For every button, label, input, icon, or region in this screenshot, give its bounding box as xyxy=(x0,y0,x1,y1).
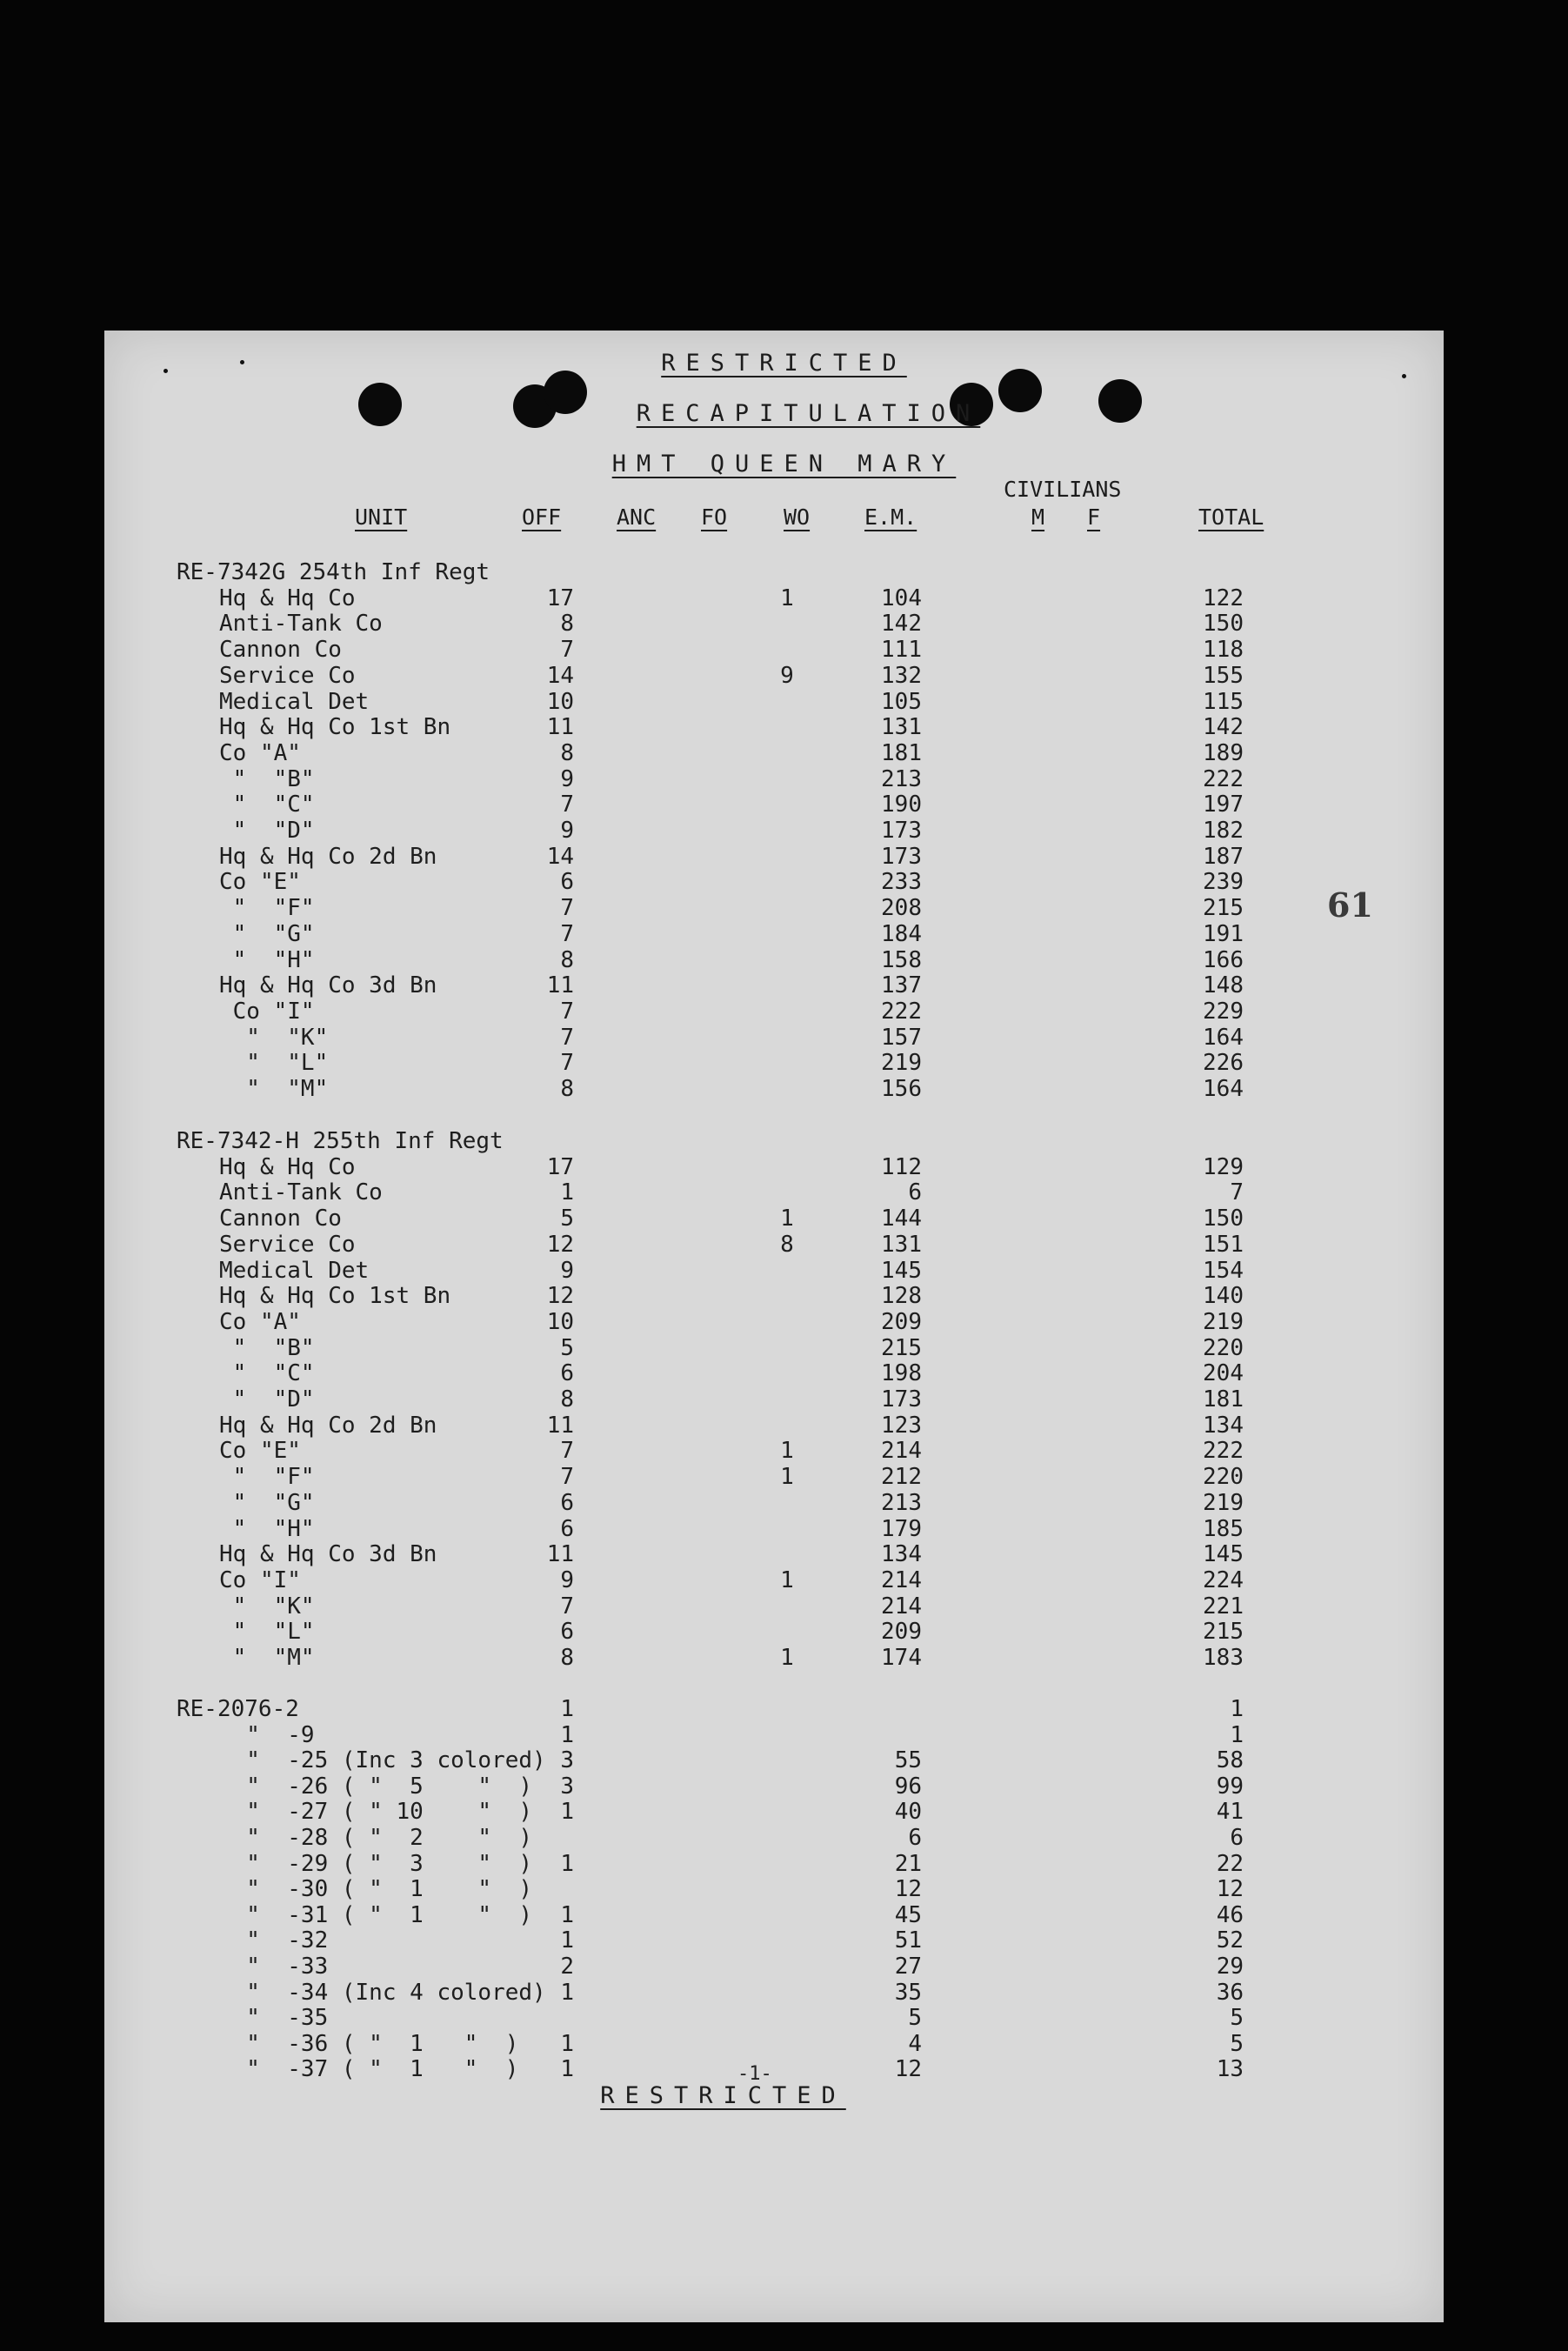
total-cell: 41 xyxy=(1216,1799,1244,1825)
total-cell: 155 xyxy=(1203,663,1244,689)
table-row xyxy=(0,611,1568,637)
total-cell: 150 xyxy=(1203,1206,1244,1232)
unit-cell: Anti-Tank Co xyxy=(219,1179,383,1206)
em-cell: 212 xyxy=(881,1464,922,1490)
em-cell: 181 xyxy=(881,740,922,766)
unit-cell: " "B" xyxy=(219,766,315,792)
wo-cell: 1 xyxy=(780,1464,794,1490)
unit-cell: Anti-Tank Co xyxy=(219,611,383,637)
em-cell: 157 xyxy=(881,1025,922,1051)
table-row xyxy=(0,689,1568,715)
total-cell: 1 xyxy=(1230,1722,1244,1748)
unit-cell: Hq & Hq Co 1st Bn xyxy=(219,714,451,740)
unit-cell: Cannon Co xyxy=(219,1206,342,1232)
total-cell: 142 xyxy=(1203,714,1244,740)
table-row xyxy=(0,947,1568,973)
em-cell: 219 xyxy=(881,1050,922,1076)
table-row xyxy=(0,1438,1568,1464)
off-cell: 6 xyxy=(560,1360,574,1386)
unit-cell: " -31 ( " 1 " ) xyxy=(219,1902,533,1928)
table-row xyxy=(0,791,1568,818)
unit-cell: Co "E" xyxy=(219,869,301,895)
total-cell: 148 xyxy=(1203,972,1244,999)
off-cell: 17 xyxy=(546,585,574,611)
col-civ-m: M xyxy=(1031,504,1045,530)
table-row xyxy=(0,1696,1568,1722)
unit-cell: Co "I" xyxy=(219,999,315,1025)
table-row xyxy=(0,1619,1568,1645)
off-cell: 6 xyxy=(560,1619,574,1645)
table-row xyxy=(0,766,1568,792)
unit-cell: " -33 xyxy=(219,1954,329,1980)
em-cell: 198 xyxy=(881,1360,922,1386)
em-cell: 112 xyxy=(881,1154,922,1180)
table-row xyxy=(0,1283,1568,1309)
total-cell: 215 xyxy=(1203,1619,1244,1645)
em-cell: 132 xyxy=(881,663,922,689)
unit-cell: Cannon Co xyxy=(219,637,342,663)
unit-cell: Medical Det xyxy=(219,1258,370,1284)
unit-cell: RE-7342-H 255th Inf Regt xyxy=(177,1128,504,1154)
unit-cell: Hq & Hq Co 3d Bn xyxy=(219,1541,437,1567)
em-cell: 233 xyxy=(881,869,922,895)
table-row xyxy=(0,972,1568,999)
em-cell: 142 xyxy=(881,611,922,637)
table-row xyxy=(0,1128,1568,1154)
total-cell: 219 xyxy=(1203,1309,1244,1335)
off-cell: 14 xyxy=(546,663,574,689)
off-cell: 7 xyxy=(560,637,574,663)
em-cell: 215 xyxy=(881,1335,922,1361)
em-cell: 131 xyxy=(881,1232,922,1258)
em-cell: 213 xyxy=(881,766,922,792)
total-cell: 181 xyxy=(1203,1386,1244,1413)
total-cell: 12 xyxy=(1216,1876,1244,1902)
total-cell: 185 xyxy=(1203,1516,1244,1542)
unit-cell: " "L" xyxy=(219,1619,315,1645)
total-cell: 134 xyxy=(1203,1413,1244,1439)
total-cell: 183 xyxy=(1203,1645,1244,1671)
table-row xyxy=(0,1490,1568,1516)
unit-cell: " "C" xyxy=(219,791,315,818)
table-row xyxy=(0,1413,1568,1439)
unit-cell: Co "E" xyxy=(219,1438,301,1464)
em-cell: 214 xyxy=(881,1438,922,1464)
table-row xyxy=(0,663,1568,689)
table-row xyxy=(0,1386,1568,1413)
total-cell: 204 xyxy=(1203,1360,1244,1386)
off-cell: 1 xyxy=(560,1179,574,1206)
off-cell: 9 xyxy=(560,1258,574,1284)
off-cell: 12 xyxy=(546,1283,574,1309)
off-cell: 5 xyxy=(560,1335,574,1361)
col-anc: ANC xyxy=(617,504,657,530)
unit-cell: " -29 ( " 3 " ) xyxy=(219,1851,533,1877)
unit-cell: " "L" xyxy=(219,1050,329,1076)
total-cell: 115 xyxy=(1203,689,1244,715)
total-cell: 118 xyxy=(1203,637,1244,663)
table-row xyxy=(0,1722,1568,1748)
table-row xyxy=(0,1851,1568,1877)
off-cell: 1 xyxy=(560,1902,574,1928)
total-cell: 229 xyxy=(1203,999,1244,1025)
unit-cell: " "G" xyxy=(219,1490,315,1516)
off-cell: 1 xyxy=(560,1799,574,1825)
total-cell: 222 xyxy=(1203,1438,1244,1464)
col-off: OFF xyxy=(522,504,562,530)
total-cell: 58 xyxy=(1216,1747,1244,1773)
total-cell: 5 xyxy=(1230,2005,1244,2031)
em-cell: 51 xyxy=(894,1927,922,1954)
table-row xyxy=(0,1076,1568,1102)
em-cell: 111 xyxy=(881,637,922,663)
off-cell: 7 xyxy=(560,1025,574,1051)
table-row xyxy=(0,714,1568,740)
classification-footer: RESTRICTED xyxy=(600,2082,846,2109)
unit-cell: Hq & Hq Co 1st Bn xyxy=(219,1283,451,1309)
table-row xyxy=(0,1025,1568,1051)
em-cell: 137 xyxy=(881,972,922,999)
table-row xyxy=(0,2031,1568,2057)
off-cell: 3 xyxy=(560,1747,574,1773)
off-cell: 7 xyxy=(560,921,574,947)
em-cell: 6 xyxy=(908,1825,922,1851)
em-cell: 184 xyxy=(881,921,922,947)
total-cell: 164 xyxy=(1203,1076,1244,1102)
unit-cell: Hq & Hq Co xyxy=(219,1154,356,1180)
off-cell: 1 xyxy=(560,1696,574,1722)
em-cell: 35 xyxy=(894,1980,922,2006)
off-cell: 10 xyxy=(546,689,574,715)
off-cell: 7 xyxy=(560,1050,574,1076)
unit-cell: " -35 xyxy=(219,2005,329,2031)
unit-cell: Hq & Hq Co 2d Bn xyxy=(219,844,437,870)
table-row xyxy=(0,921,1568,947)
total-cell: 220 xyxy=(1203,1335,1244,1361)
table-row xyxy=(0,1645,1568,1671)
total-cell: 5 xyxy=(1230,2031,1244,2057)
off-cell: 11 xyxy=(546,1413,574,1439)
total-cell: 154 xyxy=(1203,1258,1244,1284)
em-cell: 190 xyxy=(881,791,922,818)
unit-cell: Service Co xyxy=(219,1232,356,1258)
em-cell: 145 xyxy=(881,1258,922,1284)
em-cell: 27 xyxy=(894,1954,922,1980)
unit-cell: " -36 ( " 1 " ) xyxy=(219,2031,519,2057)
total-cell: 140 xyxy=(1203,1283,1244,1309)
off-cell: 10 xyxy=(546,1309,574,1335)
col-em: E.M. xyxy=(864,504,917,530)
total-cell: 52 xyxy=(1216,1927,1244,1954)
em-cell: 131 xyxy=(881,714,922,740)
off-cell: 1 xyxy=(560,1927,574,1954)
off-cell: 8 xyxy=(560,611,574,637)
total-cell: 151 xyxy=(1203,1232,1244,1258)
page-marker: -1- xyxy=(737,2063,772,2085)
table-row xyxy=(0,1747,1568,1773)
col-unit: UNIT xyxy=(355,504,408,530)
off-cell: 8 xyxy=(560,1076,574,1102)
em-cell: 5 xyxy=(908,2005,922,2031)
total-cell: 197 xyxy=(1203,791,1244,818)
table-row xyxy=(0,1593,1568,1620)
col-wo: WO xyxy=(784,504,811,530)
table-row xyxy=(0,1360,1568,1386)
total-cell: 215 xyxy=(1203,895,1244,921)
em-cell: 173 xyxy=(881,1386,922,1413)
table-row xyxy=(0,1876,1568,1902)
table-row xyxy=(0,1980,1568,2006)
off-cell: 8 xyxy=(560,947,574,973)
total-cell: 22 xyxy=(1216,1851,1244,1877)
wo-cell: 1 xyxy=(780,1567,794,1593)
off-cell: 17 xyxy=(546,1154,574,1180)
off-cell: 5 xyxy=(560,1206,574,1232)
col-fo: FO xyxy=(701,504,728,530)
off-cell: 1 xyxy=(560,1980,574,2006)
total-cell: 36 xyxy=(1216,1980,1244,2006)
off-cell: 12 xyxy=(546,1232,574,1258)
table-row xyxy=(0,1464,1568,1490)
off-cell: 9 xyxy=(560,766,574,792)
em-cell: 12 xyxy=(894,2056,922,2082)
off-cell: 1 xyxy=(560,2056,574,2082)
total-cell: 46 xyxy=(1216,1902,1244,1928)
unit-cell: " "H" xyxy=(219,947,315,973)
total-cell: 29 xyxy=(1216,1954,1244,1980)
total-cell: 6 xyxy=(1230,1825,1244,1851)
total-cell: 191 xyxy=(1203,921,1244,947)
table-row xyxy=(0,1773,1568,1800)
off-cell: 8 xyxy=(560,1386,574,1413)
em-cell: 6 xyxy=(908,1179,922,1206)
unit-cell: " -37 ( " 1 " ) xyxy=(219,2056,519,2082)
unit-cell: " "D" xyxy=(219,1386,315,1413)
total-cell: 166 xyxy=(1203,947,1244,973)
unit-cell: " "M" xyxy=(219,1076,329,1102)
em-cell: 173 xyxy=(881,844,922,870)
unit-cell: " -28 ( " 2 " ) xyxy=(219,1825,533,1851)
total-cell: 221 xyxy=(1203,1593,1244,1620)
total-cell: 13 xyxy=(1216,2056,1244,2082)
unit-cell: " "M" xyxy=(219,1645,315,1671)
em-cell: 96 xyxy=(894,1773,922,1800)
off-cell: 11 xyxy=(546,972,574,999)
table-row xyxy=(0,1541,1568,1567)
table-row xyxy=(0,818,1568,844)
em-cell: 55 xyxy=(894,1747,922,1773)
em-cell: 4 xyxy=(908,2031,922,2057)
classification-header: RESTRICTED xyxy=(661,350,907,377)
table-row xyxy=(0,585,1568,611)
ship-name: HMT QUEEN MARY xyxy=(611,451,957,478)
off-cell: 1 xyxy=(560,1722,574,1748)
wo-cell: 8 xyxy=(780,1232,794,1258)
off-cell: 9 xyxy=(560,818,574,844)
wo-cell: 9 xyxy=(780,663,794,689)
unit-cell: Co "I" xyxy=(219,1567,301,1593)
table-row xyxy=(0,1258,1568,1284)
em-cell: 156 xyxy=(881,1076,922,1102)
off-cell: 3 xyxy=(560,1773,574,1800)
table-row xyxy=(0,1050,1568,1076)
off-cell: 7 xyxy=(560,895,574,921)
off-cell: 11 xyxy=(546,714,574,740)
table-row xyxy=(0,1902,1568,1928)
total-cell: 189 xyxy=(1203,740,1244,766)
wo-cell: 1 xyxy=(780,585,794,611)
table-row xyxy=(0,1954,1568,1980)
em-cell: 173 xyxy=(881,818,922,844)
table-row xyxy=(0,1206,1568,1232)
em-cell: 213 xyxy=(881,1490,922,1516)
unit-cell: " "K" xyxy=(219,1025,329,1051)
unit-cell: RE-2076-2 xyxy=(177,1696,299,1722)
em-cell: 158 xyxy=(881,947,922,973)
total-cell: 145 xyxy=(1203,1541,1244,1567)
em-cell: 123 xyxy=(881,1413,922,1439)
unit-cell: " -30 ( " 1 " ) xyxy=(219,1876,533,1902)
table-row xyxy=(0,637,1568,663)
em-cell: 45 xyxy=(894,1902,922,1928)
off-cell: 7 xyxy=(560,791,574,818)
table-row xyxy=(0,1154,1568,1180)
unit-cell: Hq & Hq Co 3d Bn xyxy=(219,972,437,999)
wo-cell: 1 xyxy=(780,1206,794,1232)
total-cell: 99 xyxy=(1216,1773,1244,1800)
unit-cell: " "G" xyxy=(219,921,315,947)
table-row xyxy=(0,1179,1568,1206)
em-cell: 222 xyxy=(881,999,922,1025)
unit-cell: Hq & Hq Co xyxy=(219,585,356,611)
civilians-heading: CIVILIANS xyxy=(1004,477,1122,502)
unit-cell: " -9 xyxy=(219,1722,315,1748)
em-cell: 128 xyxy=(881,1283,922,1309)
total-cell: 182 xyxy=(1203,818,1244,844)
off-cell: 6 xyxy=(560,1490,574,1516)
unit-cell: " -25 (Inc 3 colored) xyxy=(219,1747,546,1773)
off-cell: 1 xyxy=(560,1851,574,1877)
em-cell: 214 xyxy=(881,1593,922,1620)
em-cell: 134 xyxy=(881,1541,922,1567)
total-cell: 122 xyxy=(1203,585,1244,611)
unit-cell: Medical Det xyxy=(219,689,370,715)
table-row xyxy=(0,1567,1568,1593)
table-row xyxy=(0,1927,1568,1954)
table-row xyxy=(0,559,1568,585)
unit-cell: " -32 xyxy=(219,1927,329,1954)
unit-cell: " -27 ( " 10 " ) xyxy=(219,1799,533,1825)
table-row xyxy=(0,1516,1568,1542)
total-cell: 219 xyxy=(1203,1490,1244,1516)
unit-cell: " "K" xyxy=(219,1593,315,1620)
total-cell: 239 xyxy=(1203,869,1244,895)
table-row xyxy=(0,2056,1568,2082)
unit-cell: " -26 ( " 5 " ) xyxy=(219,1773,533,1800)
em-cell: 105 xyxy=(881,689,922,715)
unit-cell: Hq & Hq Co 2d Bn xyxy=(219,1413,437,1439)
total-cell: 129 xyxy=(1203,1154,1244,1180)
off-cell: 8 xyxy=(560,740,574,766)
table-row xyxy=(0,1799,1568,1825)
total-cell: 222 xyxy=(1203,766,1244,792)
total-cell: 150 xyxy=(1203,611,1244,637)
off-cell: 7 xyxy=(560,999,574,1025)
em-cell: 40 xyxy=(894,1799,922,1825)
em-cell: 209 xyxy=(881,1619,922,1645)
off-cell: 14 xyxy=(546,844,574,870)
em-cell: 179 xyxy=(881,1516,922,1542)
off-cell: 7 xyxy=(560,1438,574,1464)
wo-cell: 1 xyxy=(780,1438,794,1464)
document-title: RECAPITULATION xyxy=(636,400,981,427)
col-total: TOTAL xyxy=(1198,504,1264,530)
off-cell: 7 xyxy=(560,1464,574,1490)
total-cell: 164 xyxy=(1203,1025,1244,1051)
table-row xyxy=(0,1335,1568,1361)
total-cell: 1 xyxy=(1230,1696,1244,1722)
em-cell: 104 xyxy=(881,585,922,611)
total-cell: 7 xyxy=(1230,1179,1244,1206)
total-cell: 224 xyxy=(1203,1567,1244,1593)
total-cell: 226 xyxy=(1203,1050,1244,1076)
wo-cell: 1 xyxy=(780,1645,794,1671)
table-row xyxy=(0,2005,1568,2031)
unit-cell: " "C" xyxy=(219,1360,315,1386)
off-cell: 1 xyxy=(560,2031,574,2057)
em-cell: 144 xyxy=(881,1206,922,1232)
off-cell: 6 xyxy=(560,1516,574,1542)
unit-cell: " "H" xyxy=(219,1516,315,1542)
off-cell: 2 xyxy=(560,1954,574,1980)
off-cell: 8 xyxy=(560,1645,574,1671)
unit-cell: " "F" xyxy=(219,1464,315,1490)
page-number: 61 xyxy=(1327,885,1373,925)
off-cell: 6 xyxy=(560,869,574,895)
table-row xyxy=(0,999,1568,1025)
unit-cell: " "D" xyxy=(219,818,315,844)
unit-cell: RE-7342G 254th Inf Regt xyxy=(177,559,490,585)
em-cell: 174 xyxy=(881,1645,922,1671)
unit-cell: Co "A" xyxy=(219,1309,301,1335)
em-cell: 12 xyxy=(894,1876,922,1902)
table-row xyxy=(0,1232,1568,1258)
off-cell: 9 xyxy=(560,1567,574,1593)
em-cell: 214 xyxy=(881,1567,922,1593)
col-civ-f: F xyxy=(1087,504,1101,530)
em-cell: 208 xyxy=(881,895,922,921)
table-row xyxy=(0,740,1568,766)
unit-cell: " "F" xyxy=(219,895,315,921)
unit-cell: Service Co xyxy=(219,663,356,689)
unit-cell: Co "A" xyxy=(219,740,301,766)
unit-cell: " -34 (Inc 4 colored) xyxy=(219,1980,546,2006)
em-cell: 209 xyxy=(881,1309,922,1335)
total-cell: 220 xyxy=(1203,1464,1244,1490)
total-cell: 187 xyxy=(1203,844,1244,870)
table-row xyxy=(0,1309,1568,1335)
unit-cell: " "B" xyxy=(219,1335,315,1361)
em-cell: 21 xyxy=(894,1851,922,1877)
off-cell: 7 xyxy=(560,1593,574,1620)
table-row xyxy=(0,844,1568,870)
off-cell: 11 xyxy=(546,1541,574,1567)
table-row xyxy=(0,1825,1568,1851)
